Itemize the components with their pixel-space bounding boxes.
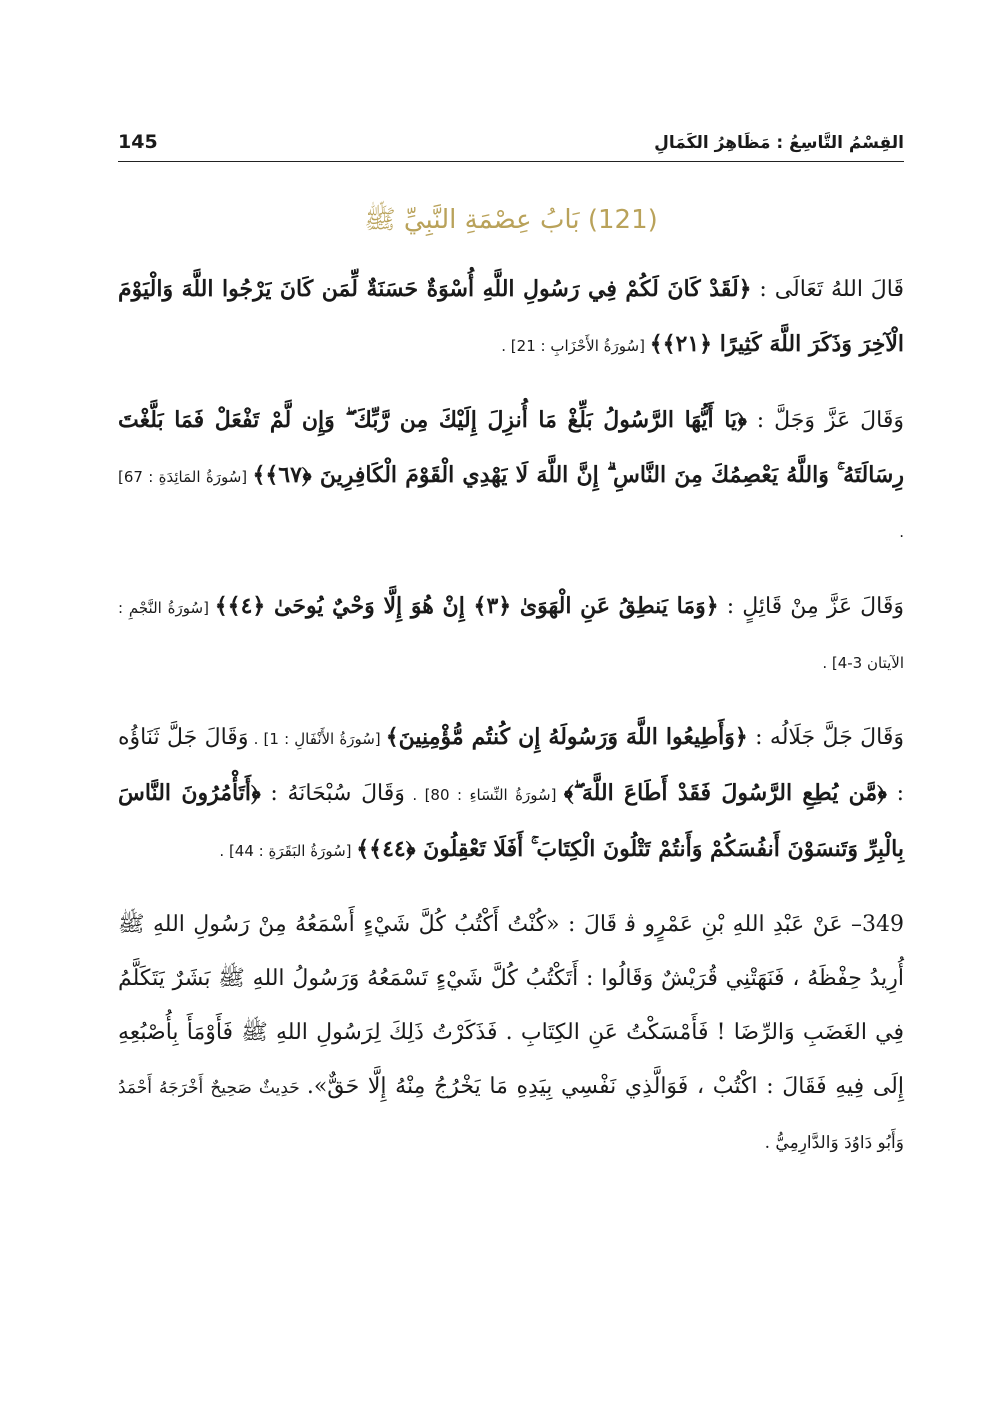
paragraph-intro: وَقَالَ عَزَّ وَجَلَّ :: [746, 408, 904, 433]
hadith-paragraph: [118, 898, 904, 1170]
verse-reference: [سُورَةُ المَائِدَةِ : 67] .: [118, 468, 904, 541]
verse-reference: [سُورَةُ الأَحْزَابِ : 21] .: [501, 337, 650, 355]
paragraph-intro: وَقَالَ عَزَّ مِنْ قَائِلٍ :: [718, 594, 905, 619]
paragraph-intro: وَقَالَ جَلَّ ثَنَاؤُه :: [118, 725, 905, 806]
verse-reference: [سُورَةُ النِّسَاءِ : 80] .: [404, 786, 564, 804]
paragraph-2: [118, 393, 904, 559]
paragraph-3: [118, 579, 904, 690]
page-body: [118, 200, 904, 1190]
verse-reference: [سُورَةُ الأَنْفَالِ : 1] .: [248, 730, 386, 748]
paragraph-4: [118, 710, 904, 878]
hadith-text: – عَنْ عَبْدِ اللهِ بْنِ عَمْرٍو ﭬ قَالَ : «كُنْتُ أَكْتُبُ كُلَّ شَيْءٍ أَسْمَعُهُ مِنْ رَسُولِ اللهِ ﷺ أُرِيدُ حِفْظَهُ ، فَنَهَتْنِي قُرَيْشٌ وَقَالُوا : أَتَكْتُبُ كُلَّ شَيْءٍ تَسْمَعُهُ وَرَسُولُ اللهِ ﷺ بَشَرٌ يَتَكَلَّمُ فِي الغَضَبِ وَالرِّضَا ! فَأَمْسَكْتُ عَنِ الكِتَابِ . فَذَكَرْتُ ذَلِكَ لِرَسُولِ اللهِ ﷺ فَأَوْمَأَ بِأُصْبُعِهِ إِلَى فِيهِ فَقَالَ : اكْتُبْ ، فَوَالَّذِي نَفْسِي بِيَدِهِ مَا يَخْرُجُ مِنْهُ إِلَّا حَقٌّ».: [118, 912, 904, 1099]
quran-verse: ﴿أَتَأْمُرُونَ النَّاسَ بِالْبِرِّ وَتَنسَوْنَ أَنفُسَكُمْ وَأَنتُمْ تَتْلُونَ الْكِتَابَ ۚ أَفَلَا تَعْقِلُونَ ﴿٤٤﴾﴾: [118, 780, 904, 862]
quran-verse: ﴿مَّن يُطِعِ الرَّسُولَ فَقَدْ أَطَاعَ اللَّهَ ۖ﴾: [563, 780, 887, 806]
quran-verse: ﴿وَمَا يَنطِقُ عَنِ الْهَوَىٰ ﴿٣﴾ إِنْ هُوَ إِلَّا وَحْيٌ يُوحَىٰ ﴿٤﴾﴾: [214, 593, 719, 619]
quran-verse: ﴿لَقَدْ كَانَ لَكُمْ فِي رَسُولِ اللَّهِ أُسْوَةٌ حَسَنَةٌ لِّمَن كَانَ يَرْجُوا اللَّهَ وَالْيَوْمَ الْآخِرَ وَذَكَرَ اللَّهَ كَثِيرًا ﴿٢١﴾﴾: [118, 276, 904, 357]
hadith-number: 349: [862, 912, 904, 937]
paragraph-1: [118, 262, 904, 373]
page-header: [118, 118, 904, 162]
quran-verse: ﴿وَأَطِيعُوا اللَّهَ وَرَسُولَهُ إِن كُنتُم مُّؤْمِنِينَ﴾: [385, 724, 748, 750]
running-title: القِسْمُ التَّاسِعُ : مَظَاهِرُ الكَمَالِ: [654, 133, 904, 153]
paragraph-intro: قَالَ اللهُ تَعَالَى :: [751, 277, 905, 302]
chapter-title: (121) بَابُ عِصْمَةِ النَّبِيِّ ﷺ: [364, 205, 658, 235]
verse-reference: [سُورَةُ النَّجْمِ : الآيتان 3-4] .: [118, 599, 904, 672]
page-number: 145: [118, 131, 158, 153]
paragraph-intro: وَقَالَ سُبْحَانَهُ :: [260, 781, 405, 806]
hadith-source: حَدِيثٌ صَحِيحٌ أَخْرَجَهُ أَحْمَدُ وَأَبُو دَاوُدَ وَالدَّارِمِيُّ .: [118, 1078, 904, 1153]
quran-verse: ﴿يَا أَيُّهَا الرَّسُولُ بَلِّغْ مَا أُنزِلَ إِلَيْكَ مِن رَّبِّكَ ۖ وَإِن لَّمْ تَفْعَلْ فَمَا بَلَّغْتَ رِسَالَتَهُ ۚ وَاللَّهُ يَعْصِمُكَ مِنَ النَّاسِ ۗ إِنَّ اللَّهَ لَا يَهْدِي الْقَوْمَ الْكَافِرِينَ ﴿٦٧﴾﴾: [118, 407, 904, 488]
paragraph-intro: وَقَالَ جَلَّ جَلَالُه :: [747, 725, 904, 750]
verse-reference: [سُورَةُ البَقَرَةِ : 44] .: [219, 842, 357, 860]
